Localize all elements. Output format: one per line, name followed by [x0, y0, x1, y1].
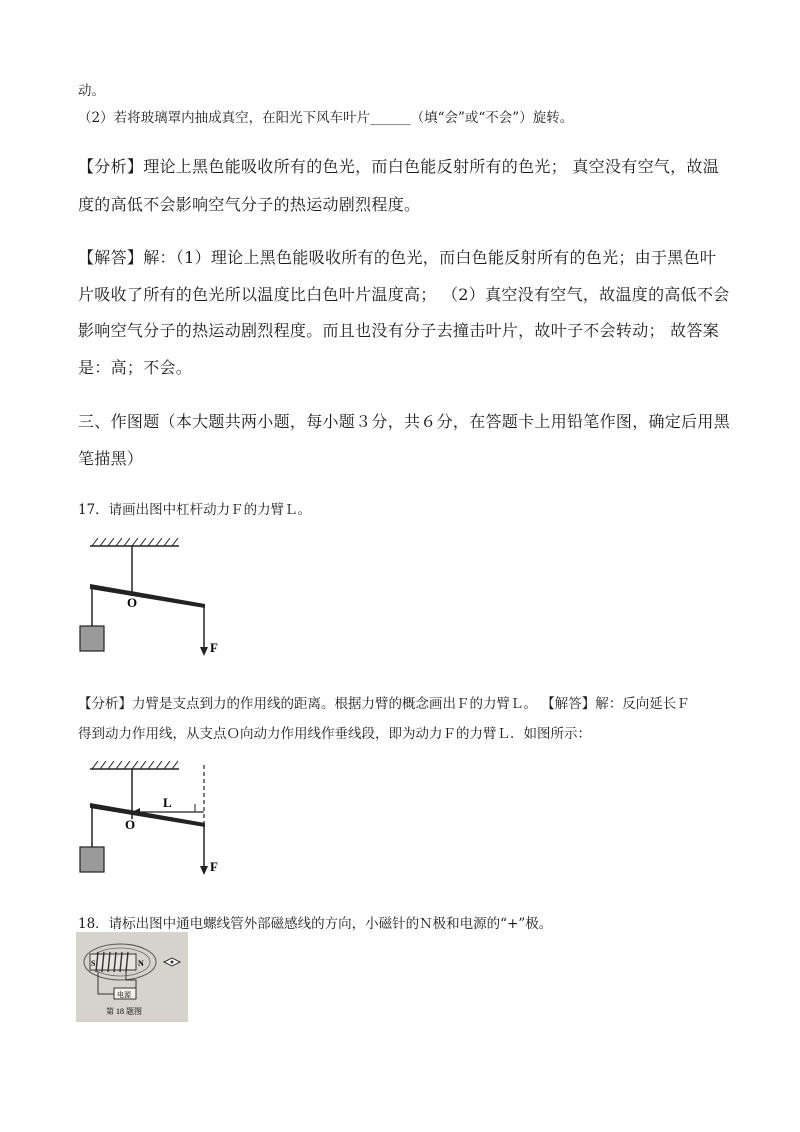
weight-block [80, 847, 104, 872]
analysis17-line1: 【分析】力臂是支点到力的作用线的距离。根据力臂的概念画出Ｆ的力臂Ｌ。 【解答】解：反向延长Ｆ [78, 696, 690, 712]
section3-line2: 笔描黑） [78, 449, 144, 468]
q18-text: 18．请标出图中通电螺线管外部磁感线的方向，小磁针的Ｎ极和电源的“+”极。 [78, 916, 553, 932]
figure-caption: 第 18 题图 [106, 1007, 142, 1016]
label-N: N [138, 959, 144, 968]
force-arrowhead [200, 866, 208, 875]
answer16-line4: 是：高；不会。 [78, 358, 193, 377]
analysis17-line2: 得到动力作用线，从支点Ｏ向动力作用线作垂线段，即为动力Ｆ的力臂Ｌ．如图所示： [78, 726, 591, 742]
weight-block [80, 626, 104, 651]
q16-tail: 动。 [78, 83, 105, 99]
force-arrowhead [200, 647, 208, 656]
right-angle-mark [195, 804, 204, 812]
section3-line1: 三、作图题（本大题共两小题，每小题３分，共６分，在答题卡上用铅笔作图，确定后用黑 [78, 412, 731, 431]
label-O: O [125, 817, 136, 832]
answer16-line2: 片吸收了所有的色光所以温度比白色叶片温度高； （2）真空没有空气，故温度的高低不会 [78, 285, 730, 304]
ceiling-hatch [92, 761, 178, 769]
answer16-line3: 影响空气分子的热运动剧烈程度。而且也没有分子去撞击叶片，故叶子不会转动； 故答案 [78, 321, 720, 340]
label-power: 电源 [117, 991, 131, 999]
analysis16-line2: 度的高低不会影响空气分子的热运动剧烈程度。 [78, 195, 421, 214]
lever-bar [90, 584, 205, 608]
analysis16-line1: 【分析】理论上黑色能吸收所有的色光，而白色能反射所有的色光； 真空没有空气，故温 [78, 157, 720, 176]
ceiling-hatch [92, 538, 178, 546]
compass-pivot [171, 961, 174, 964]
q17-text: 17．请画出图中杠杆动力Ｆ的力臂Ｌ。 [78, 502, 312, 518]
lever-answer-figure [75, 755, 235, 880]
solenoid-figure [76, 932, 188, 1022]
lever-figure [75, 532, 235, 664]
label-F: F [210, 859, 218, 874]
lever-bar [90, 803, 205, 827]
label-O: O [127, 595, 138, 610]
label-L: L [163, 795, 172, 810]
label-F: F [210, 640, 218, 655]
answer16-line1: 【解答】解：（1）理论上黑色能吸收所有的色光，而白色能反射所有的色光；由于黑色叶 [78, 248, 717, 267]
q16-sub2: （2）若将玻璃罩内抽成真空，在阳光下风车叶片______（填“会”或“不会”）旋转。 [78, 110, 574, 126]
label-S: S [91, 959, 96, 968]
